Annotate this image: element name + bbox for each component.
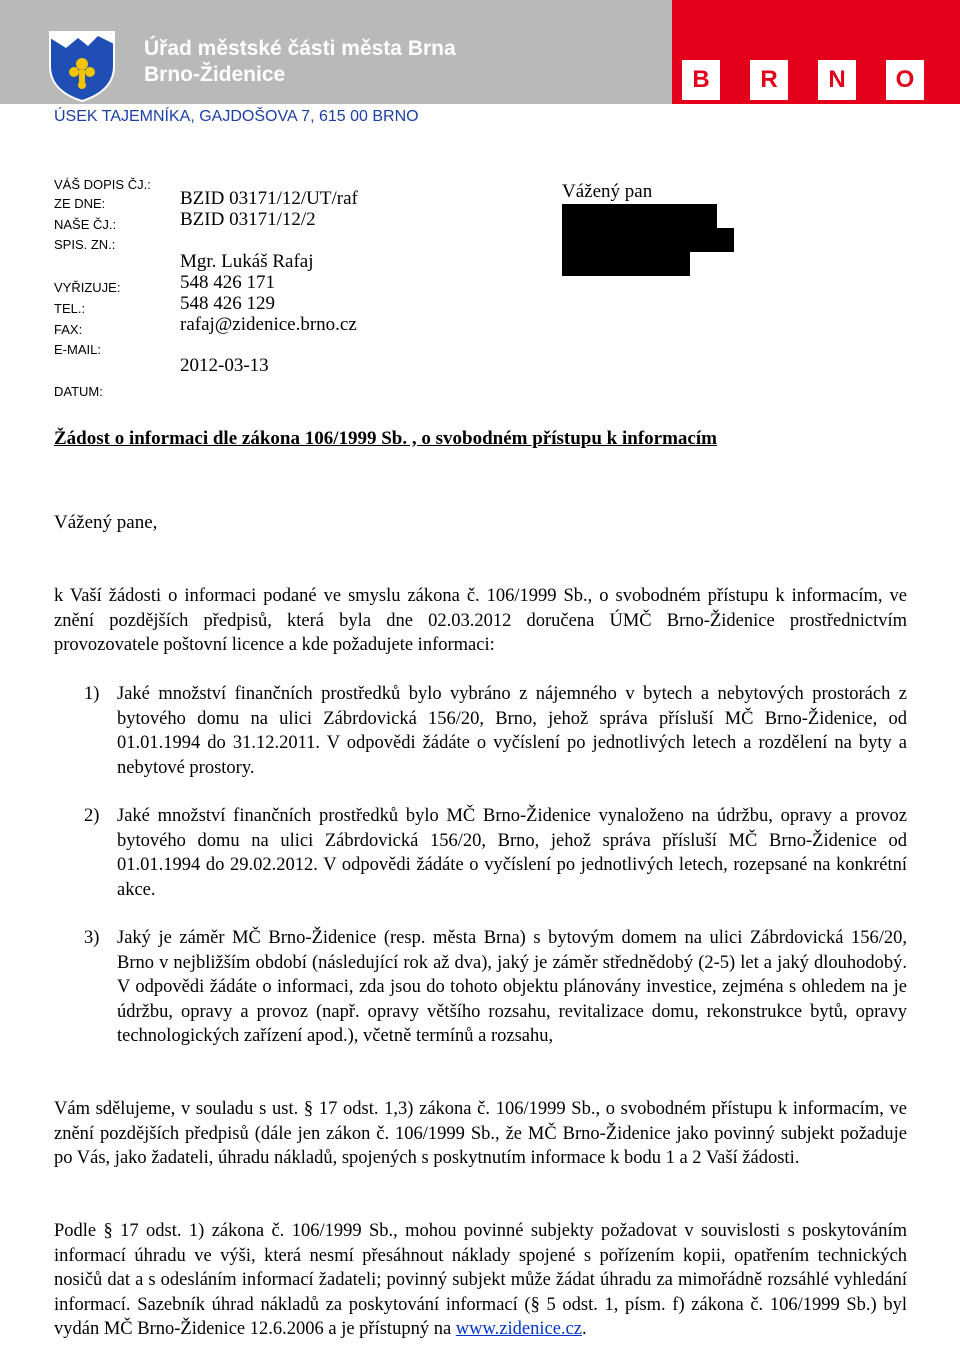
meta-value-email: rafaj@zidenice.brno.cz	[180, 314, 357, 335]
brno-logo-letter-o: O	[886, 60, 924, 100]
city-district-crest-icon	[48, 30, 116, 102]
meta-value-our-ref: BZID 03171/12/2	[180, 209, 316, 230]
fee-paragraph	[54, 1219, 907, 1342]
list-item-number: 1)	[84, 684, 100, 704]
brno-logo	[672, 0, 960, 104]
fee-paragraph-end: .	[581, 1319, 587, 1339]
redacted-recipient-city	[562, 252, 690, 276]
office-name	[144, 36, 456, 88]
list-item-number: 3)	[84, 928, 100, 948]
list-item-number: 2)	[84, 806, 100, 826]
list-item	[84, 682, 907, 780]
office-name-line1: Úřad městské části města Brna	[144, 37, 456, 60]
meta-value-fax: 548 426 129	[180, 293, 275, 314]
meta-label-date: DATUM:	[54, 384, 103, 399]
meta-label-handled-by: VYŘIZUJE:	[54, 280, 121, 295]
list-item-text: Jaké množství finančních prostředků bylo vybráno z nájemného v bytech a nebytových prostorách z bytového domu na ulici Zábrdovická 156/20, Brno, jehož správa přísluší MČ Brno-Židenice, od 01.01.1994 do 31.12.2011. V odpovědi žádáte o vyčíslení po jednotlivých letech a rozdělení na byty a nebytové prostory.	[117, 684, 907, 778]
fee-paragraph-text: Podle § 17 odst. 1) zákona č. 106/1999 Sb., mohou povinné subjekty požadovat v souvislosti s poskytováním informací úhradu ve výši, která nesmí přesáhnout náklady spojené s pořízením kopii, opatřením technických nosičů dat a s odesláním informací žadateli; povinný subjekt může žádat úhradu za mimořádně rozsáhlé vyhledání informací. Sazebník úhrad nákladů za poskytování informací (§ 5 odst. 1, písm. f) zákona č. 106/1999 Sb.) byl vydán MČ Brno-Židenice 12.6.2006 a je přístupný na	[54, 1221, 907, 1339]
brno-logo-letter-n: N	[818, 60, 856, 100]
list-item-text: Jaké množství finančních prostředků bylo MČ Brno-Židenice vynaloženo na údržbu, opravy a provoz bytového domu na ulici Zábrdovická 156/20, Brno, jehož správa přísluší MČ Brno-Židenice od 01.01.1994 do 29.02.2012. V odpovědi žádáte o vyčíslení po jednotlivých letech, rozepsané na konkrétní akce.	[117, 806, 907, 900]
intro-paragraph: k Vaší žádosti o informaci podané ve smyslu zákona č. 106/1999 Sb., o svobodném přístupu k informacím, ve znění pozdějších předpisů, která byla dne 02.03.2012 doručena ÚMČ Brno-Židenice prostřednictvím provozovatele poštovní licence a kde požadujete informaci:	[54, 586, 907, 655]
department-address: ÚSEK TAJEMNÍKA, GAJDOŠOVA 7, 615 00 BRNO	[54, 108, 419, 125]
brno-logo-letter-b: B	[682, 60, 720, 100]
letter-subject: Žádost o informaci dle zákona 106/1999 Sb. , o svobodném přístupu k informacím	[54, 428, 717, 449]
recipient-salutation: Vážený pan	[562, 181, 653, 202]
list-item-text: Jaký je záměr MČ Brno-Židenice (resp. města Brna) s bytovým domem na ulici Zábrdovická 156/20, Brno v nejbližším období (následující rok až dva), jaký je záměr střednědobý (2-5) let a jaký dlouhodobý. V odpovědi žádáte o informaci, zda jsou do tohoto objektu plánovány investice, zejména s ohledem na je údržbu, opravy a provoz (např. opravy většího rozsahu, revitalizace domu, rekonstrukce bytů, opravy technologických zařízení apod.), včetně termínů a rozsahu,	[117, 928, 907, 1046]
brno-logo-letter-r: R	[750, 60, 788, 100]
list-item	[84, 804, 907, 902]
meta-label-your-ref: VÁŠ DOPIS ČJ.:	[54, 177, 151, 192]
office-name-line2: Brno-Židenice	[144, 63, 286, 86]
meta-value-handled-by: Mgr. Lukáš Rafaj	[180, 251, 314, 272]
list-item	[84, 926, 907, 1049]
website-link[interactable]: www.zidenice.cz	[455, 1319, 582, 1339]
meta-label-our-ref: NAŠE ČJ.:	[54, 217, 117, 232]
redacted-recipient-street	[562, 228, 734, 252]
meta-label-file-ref: SPIS. ZN.:	[54, 237, 116, 252]
reply-paragraph: Vám sdělujeme, v souladu s ust. § 17 odst. 1,3) zákona č. 106/1999 Sb., o svobodném přístupu k informacím, ve znění pozdějších předpisů (dále jen zákon č. 106/1999 Sb., že MČ Brno-Židenice jako povinný subjekt požaduje po Vás, jako žadateli, úhradu nákladů, spojených s poskytnutím informace k bodu 1 a 2 Vaší žádosti.	[54, 1099, 907, 1168]
meta-value-phone: 548 426 171	[180, 272, 275, 293]
redacted-recipient-name	[562, 204, 717, 228]
meta-value-date: 2012-03-13	[180, 355, 269, 376]
meta-value-your-ref: BZID 03171/12/UT/raf	[180, 188, 358, 209]
meta-label-fax: FAX:	[54, 322, 83, 337]
letter-greeting: Vážený pane,	[54, 512, 158, 533]
meta-label-dated: ZE DNE:	[54, 196, 106, 211]
meta-label-phone: TEL.:	[54, 301, 86, 316]
meta-label-email: E-MAIL:	[54, 342, 101, 357]
